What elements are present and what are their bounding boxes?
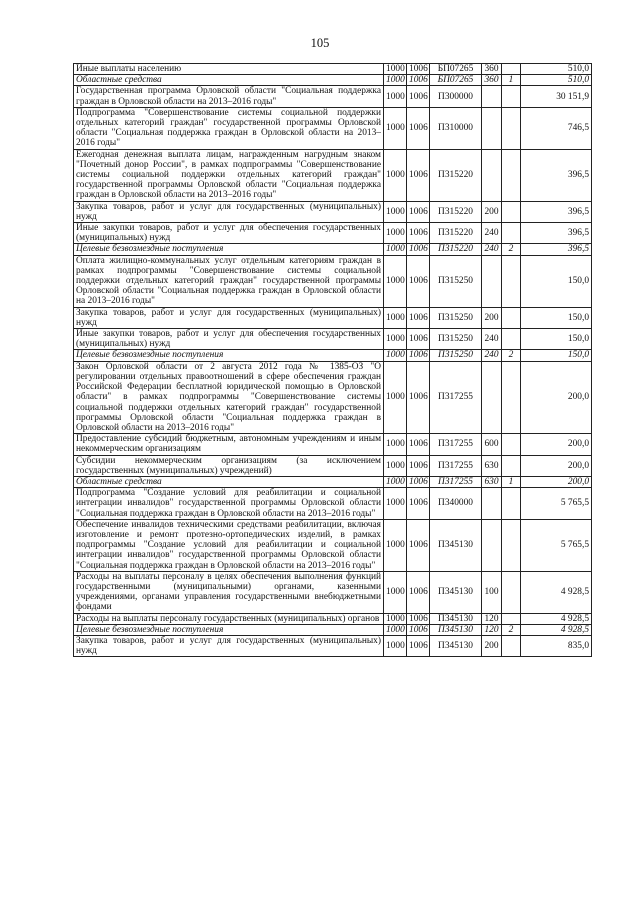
target-article-cell: П345130 xyxy=(430,613,482,624)
subsection-cell: 1006 xyxy=(407,64,430,75)
source-cell xyxy=(502,434,521,455)
amount-cell: 835,0 xyxy=(521,635,592,656)
table-row xyxy=(74,86,592,107)
expense-type-cell xyxy=(482,255,502,307)
section-cell: 1000 xyxy=(384,149,407,201)
expense-type-cell: 200 xyxy=(482,635,502,656)
section-cell: 1000 xyxy=(384,488,407,520)
source-cell: 2 xyxy=(502,244,521,255)
description-cell: Закупка товаров, работ и услуг для государственных (муниципальных) нужд xyxy=(74,201,384,222)
description-cell: Закупка товаров, работ и услуг для государственных (муниципальных) нужд xyxy=(74,635,384,656)
subsection-cell: 1006 xyxy=(407,244,430,255)
description-cell: Областные средства xyxy=(74,476,384,487)
description-cell: Обеспечение инвалидов техническими средствами реабилитации, включая изготовление и ремонт протезно-ортопедических изделий, в рамках подпрограммы "Создание условий для реабилитации и социальной интеграции инвалидов" государственной программы Орловской области "Социальная поддержка граждан в Орловской области на 2013–2016 годы" xyxy=(74,519,384,571)
table-row xyxy=(74,635,592,656)
table-row xyxy=(74,434,592,455)
section-cell: 1000 xyxy=(384,307,407,328)
subsection-cell: 1006 xyxy=(407,624,430,635)
source-cell xyxy=(502,107,521,149)
subsection-cell: 1006 xyxy=(407,571,430,613)
amount-cell: 510,0 xyxy=(521,75,592,86)
expense-type-cell xyxy=(482,149,502,201)
expense-type-cell: 360 xyxy=(482,75,502,86)
subsection-cell: 1006 xyxy=(407,307,430,328)
source-cell: 1 xyxy=(502,75,521,86)
expense-type-cell: 240 xyxy=(482,329,502,350)
amount-cell: 30 151,9 xyxy=(521,86,592,107)
table-row xyxy=(74,476,592,487)
amount-cell: 396,5 xyxy=(521,244,592,255)
amount-cell: 200,0 xyxy=(521,361,592,433)
subsection-cell: 1006 xyxy=(407,149,430,201)
table-row xyxy=(74,350,592,361)
description-cell: Подпрограмма "Создание условий для реабилитации и социальной интеграции инвалидов" государственной программы Орловской области "Социальная поддержка граждан в Орловской области на 2013–2016 годы" xyxy=(74,488,384,520)
target-article-cell: П315220 xyxy=(430,223,482,244)
table-row xyxy=(74,329,592,350)
source-cell xyxy=(502,613,521,624)
target-article-cell: П315250 xyxy=(430,307,482,328)
description-cell: Иные выплаты населению xyxy=(74,64,384,75)
section-cell: 1000 xyxy=(384,635,407,656)
amount-cell: 5 765,5 xyxy=(521,519,592,571)
source-cell xyxy=(502,361,521,433)
expense-type-cell xyxy=(482,86,502,107)
target-article-cell: П315220 xyxy=(430,244,482,255)
amount-cell: 4 928,5 xyxy=(521,624,592,635)
target-article-cell: П340000 xyxy=(430,488,482,520)
amount-cell: 4 928,5 xyxy=(521,571,592,613)
expense-type-cell: 600 xyxy=(482,434,502,455)
subsection-cell: 1006 xyxy=(407,329,430,350)
section-cell: 1000 xyxy=(384,571,407,613)
table-row xyxy=(74,64,592,75)
subsection-cell: 1006 xyxy=(407,488,430,520)
table-row xyxy=(74,255,592,307)
amount-cell: 200,0 xyxy=(521,476,592,487)
section-cell: 1000 xyxy=(384,244,407,255)
expense-type-cell: 200 xyxy=(482,201,502,222)
description-cell: Субсидии некоммерческим организациям (за исключением государственных (муниципальных) учреждений) xyxy=(74,455,384,476)
expense-type-cell: 240 xyxy=(482,223,502,244)
amount-cell: 200,0 xyxy=(521,455,592,476)
source-cell: 1 xyxy=(502,476,521,487)
budget-table xyxy=(73,63,592,657)
amount-cell: 150,0 xyxy=(521,350,592,361)
description-cell: Целевые безвозмездные поступления xyxy=(74,350,384,361)
source-cell xyxy=(502,307,521,328)
section-cell: 1000 xyxy=(384,64,407,75)
table-row xyxy=(74,201,592,222)
section-cell: 1000 xyxy=(384,223,407,244)
source-cell xyxy=(502,635,521,656)
amount-cell: 396,5 xyxy=(521,201,592,222)
section-cell: 1000 xyxy=(384,624,407,635)
amount-cell: 396,5 xyxy=(521,223,592,244)
expense-type-cell xyxy=(482,488,502,520)
target-article-cell: П345130 xyxy=(430,519,482,571)
source-cell xyxy=(502,329,521,350)
section-cell: 1000 xyxy=(384,107,407,149)
source-cell xyxy=(502,571,521,613)
source-cell xyxy=(502,64,521,75)
table-row xyxy=(74,361,592,433)
expense-type-cell: 200 xyxy=(482,307,502,328)
target-article-cell: П345130 xyxy=(430,635,482,656)
table-row xyxy=(74,613,592,624)
target-article-cell: П345130 xyxy=(430,571,482,613)
table-row xyxy=(74,244,592,255)
section-cell: 1000 xyxy=(384,255,407,307)
description-cell: Закон Орловской области от 2 августа 2012 года № 1385-ОЗ "О регулировании отдельных правоотношений в сфере обеспечения граждан Российской Федерации бесплатной юридической помощью в Орловской области" в рамках подпрограммы "Совершенствование системы социальной поддержки отдельных категорий граждан" государственной программы Орловской области "Социальная поддержка граждан в Орловской области на 2013–2016 годы" xyxy=(74,361,384,433)
section-cell: 1000 xyxy=(384,75,407,86)
section-cell: 1000 xyxy=(384,201,407,222)
source-cell: 2 xyxy=(502,350,521,361)
subsection-cell: 1006 xyxy=(407,455,430,476)
description-cell: Иные закупки товаров, работ и услуг для обеспечения государственных (муниципальных) нужд xyxy=(74,223,384,244)
description-cell: Закупка товаров, работ и услуг для государственных (муниципальных) нужд xyxy=(74,307,384,328)
description-cell: Подпрограмма "Совершенствование системы социальной поддержки отдельных категорий граждан" государственной программы Орловской области "Социальная поддержка граждан в Орловской области на 2013–2016 годы" xyxy=(74,107,384,149)
subsection-cell: 1006 xyxy=(407,476,430,487)
section-cell: 1000 xyxy=(384,476,407,487)
section-cell: 1000 xyxy=(384,455,407,476)
target-article-cell: П315220 xyxy=(430,201,482,222)
description-cell: Иные закупки товаров, работ и услуг для обеспечения государственных (муниципальных) нужд xyxy=(74,329,384,350)
section-cell: 1000 xyxy=(384,361,407,433)
source-cell xyxy=(502,488,521,520)
section-cell: 1000 xyxy=(384,86,407,107)
amount-cell: 396,5 xyxy=(521,149,592,201)
expense-type-cell xyxy=(482,107,502,149)
subsection-cell: 1006 xyxy=(407,350,430,361)
description-cell: Ежегодная денежная выплата лицам, награжденным нагрудным знаком "Почетный донор России", в рамках подпрограммы "Совершенствование системы социальной поддержки отдельных категорий граждан" государственной программы Орловской области "Социальная поддержка граждан в Орловской области на 2013–2016 годы" xyxy=(74,149,384,201)
table-body xyxy=(74,64,592,657)
source-cell xyxy=(502,519,521,571)
target-article-cell: БП07265 xyxy=(430,64,482,75)
target-article-cell: П315250 xyxy=(430,329,482,350)
source-cell: 2 xyxy=(502,624,521,635)
table-row xyxy=(74,223,592,244)
target-article-cell: П317255 xyxy=(430,455,482,476)
amount-cell: 510,0 xyxy=(521,64,592,75)
expense-type-cell: 240 xyxy=(482,244,502,255)
amount-cell: 200,0 xyxy=(521,434,592,455)
amount-cell: 4 928,5 xyxy=(521,613,592,624)
target-article-cell: П317255 xyxy=(430,434,482,455)
amount-cell: 746,5 xyxy=(521,107,592,149)
target-article-cell: П315250 xyxy=(430,350,482,361)
table-row xyxy=(74,571,592,613)
source-cell xyxy=(502,223,521,244)
amount-cell: 150,0 xyxy=(521,329,592,350)
table-row xyxy=(74,307,592,328)
expense-type-cell: 630 xyxy=(482,476,502,487)
table-row xyxy=(74,149,592,201)
source-cell xyxy=(502,455,521,476)
description-cell: Областные средства xyxy=(74,75,384,86)
expense-type-cell: 100 xyxy=(482,571,502,613)
description-cell: Государственная программа Орловской области "Социальная поддержка граждан в Орловской области на 2013–2016 годы" xyxy=(74,86,384,107)
description-cell: Расходы на выплаты персоналу государственных (муниципальных) органов xyxy=(74,613,384,624)
amount-cell: 5 765,5 xyxy=(521,488,592,520)
subsection-cell: 1006 xyxy=(407,361,430,433)
subsection-cell: 1006 xyxy=(407,86,430,107)
subsection-cell: 1006 xyxy=(407,107,430,149)
table-row xyxy=(74,107,592,149)
target-article-cell: БП07265 xyxy=(430,75,482,86)
section-cell: 1000 xyxy=(384,434,407,455)
amount-cell: 150,0 xyxy=(521,307,592,328)
description-cell: Предоставление субсидий бюджетным, автономным учреждениям и иным некоммерческим организациям xyxy=(74,434,384,455)
table-row xyxy=(74,519,592,571)
target-article-cell: П317255 xyxy=(430,361,482,433)
expense-type-cell: 360 xyxy=(482,64,502,75)
table-row xyxy=(74,455,592,476)
target-article-cell: П310000 xyxy=(430,107,482,149)
target-article-cell: П315220 xyxy=(430,149,482,201)
section-cell: 1000 xyxy=(384,613,407,624)
subsection-cell: 1006 xyxy=(407,635,430,656)
expense-type-cell: 120 xyxy=(482,613,502,624)
target-article-cell: П315250 xyxy=(430,255,482,307)
target-article-cell: П317255 xyxy=(430,476,482,487)
source-cell xyxy=(502,255,521,307)
subsection-cell: 1006 xyxy=(407,255,430,307)
expense-type-cell xyxy=(482,361,502,433)
section-cell: 1000 xyxy=(384,519,407,571)
expense-type-cell: 630 xyxy=(482,455,502,476)
subsection-cell: 1006 xyxy=(407,519,430,571)
table-row xyxy=(74,488,592,520)
description-cell: Оплата жилищно-коммунальных услуг отдельным категориям граждан в рамках подпрограммы "Совершенствование системы социальной поддержки отдельных категорий граждан" государственной программы Орловской области "Социальная поддержка граждан в Орловской области на 2013–2016 годы" xyxy=(74,255,384,307)
table-row xyxy=(74,75,592,86)
target-article-cell: П300000 xyxy=(430,86,482,107)
expense-type-cell xyxy=(482,519,502,571)
source-cell xyxy=(502,201,521,222)
subsection-cell: 1006 xyxy=(407,613,430,624)
subsection-cell: 1006 xyxy=(407,75,430,86)
amount-cell: 150,0 xyxy=(521,255,592,307)
source-cell xyxy=(502,86,521,107)
description-cell: Расходы на выплаты персоналу в целях обеспечения выполнения функций государственными (муниципальными) органами, казенными учреждениями, органами управления государственными внебюджетными фондами xyxy=(74,571,384,613)
description-cell: Целевые безвозмездные поступления xyxy=(74,624,384,635)
section-cell: 1000 xyxy=(384,350,407,361)
expense-type-cell: 240 xyxy=(482,350,502,361)
table-row xyxy=(74,624,592,635)
subsection-cell: 1006 xyxy=(407,434,430,455)
target-article-cell: П345130 xyxy=(430,624,482,635)
description-cell: Целевые безвозмездные поступления xyxy=(74,244,384,255)
subsection-cell: 1006 xyxy=(407,223,430,244)
page-number: 105 xyxy=(310,36,330,50)
section-cell: 1000 xyxy=(384,329,407,350)
source-cell xyxy=(502,149,521,201)
expense-type-cell: 120 xyxy=(482,624,502,635)
subsection-cell: 1006 xyxy=(407,201,430,222)
